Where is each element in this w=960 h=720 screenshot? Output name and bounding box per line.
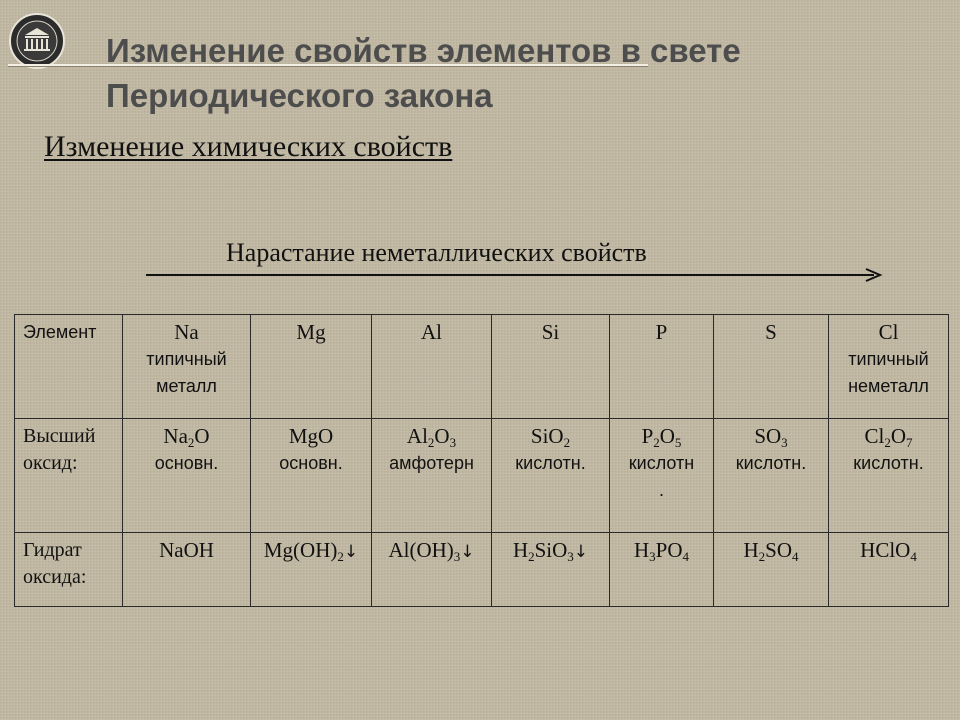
element-note: типичный металл	[146, 349, 227, 396]
element-symbol: Mg	[296, 320, 326, 344]
hydrate-cell	[610, 533, 714, 607]
hydrate-cell	[123, 533, 251, 607]
precipitate-arrow-icon: ↓	[343, 542, 359, 562]
element-symbol: P	[655, 320, 668, 344]
row-header-oxide: Высший оксид:	[15, 419, 123, 533]
hydrate-formula: $H_3PO_4$	[633, 538, 690, 564]
oxide-formula: $Na_2O$	[163, 424, 210, 450]
oxide-row	[15, 419, 949, 533]
oxide-cell	[251, 419, 372, 533]
oxide-formula: $SO_3$	[754, 424, 788, 450]
oxide-character: основн.	[279, 453, 343, 473]
slide-title: Изменение свойств элементов в свете Периодического закона	[106, 32, 741, 114]
element-symbol: S	[765, 320, 777, 344]
element-note: типичный неметалл	[848, 349, 929, 396]
oxide-character: амфотерн	[389, 453, 474, 473]
oxide-formula: $Cl_2O_7$	[864, 424, 913, 450]
element-cell	[714, 315, 829, 419]
hydrate-cell	[714, 533, 829, 607]
element-cell	[372, 315, 492, 419]
oxide-cell	[829, 419, 949, 533]
oxide-cell	[492, 419, 610, 533]
oxide-cell	[372, 419, 492, 533]
trend-label: Нарастание неметаллических свойств	[226, 238, 647, 267]
hydrate-cell	[829, 533, 949, 607]
row-header-hydrate: Гидрат оксида:	[15, 533, 123, 607]
element-cell	[610, 315, 714, 419]
hydrate-formula: NaOH	[159, 538, 214, 562]
oxide-character: кислотн	[628, 453, 695, 473]
oxide-character: кислотн.	[853, 453, 924, 473]
oxide-formula: $P_2O_5$	[641, 424, 682, 450]
element-cell	[492, 315, 610, 419]
hydrate-cell	[372, 533, 492, 607]
element-symbol: Cl	[878, 320, 899, 344]
hydrate-formula: $H_2SO_4$	[743, 538, 799, 564]
row-header-element: Элемент	[15, 315, 123, 419]
oxide-character-extra: .	[658, 480, 664, 500]
trend-arrow-icon	[146, 266, 886, 284]
oxide-cell	[123, 419, 251, 533]
oxide-formula: MgO	[288, 424, 334, 448]
precipitate-arrow-icon: ↓	[460, 542, 475, 562]
element-cell	[251, 315, 372, 419]
element-row	[15, 315, 949, 419]
element-symbol: Na	[174, 320, 199, 344]
element-symbol: Si	[541, 320, 560, 344]
university-logo	[8, 12, 66, 70]
precipitate-arrow-icon: ↓	[573, 542, 589, 562]
element-cell	[123, 315, 251, 419]
hydrate-formula: $H_2SiO_3↓$	[512, 538, 589, 564]
oxide-character: кислотн.	[515, 453, 586, 473]
properties-table	[14, 314, 949, 607]
hydrate-formula: $Al(OH)_3↓$	[388, 538, 475, 564]
oxide-formula: SiO$_2$	[530, 424, 571, 450]
hydrate-cell	[251, 533, 372, 607]
slide-subtitle: Изменение химических свойств	[44, 130, 453, 163]
element-symbol: Al	[421, 320, 442, 344]
hydrate-formula: HClO$_4$	[860, 538, 917, 564]
oxide-formula: $Al_2O_3$	[406, 424, 457, 450]
oxide-cell	[714, 419, 829, 533]
oxide-character: основн.	[154, 453, 219, 473]
hydrate-row	[15, 533, 949, 607]
oxide-character: кислотн.	[735, 453, 807, 473]
hydrate-cell	[492, 533, 610, 607]
oxide-cell	[610, 419, 714, 533]
hydrate-formula: $Mg(OH)_2↓$	[263, 538, 359, 564]
element-cell	[829, 315, 949, 419]
